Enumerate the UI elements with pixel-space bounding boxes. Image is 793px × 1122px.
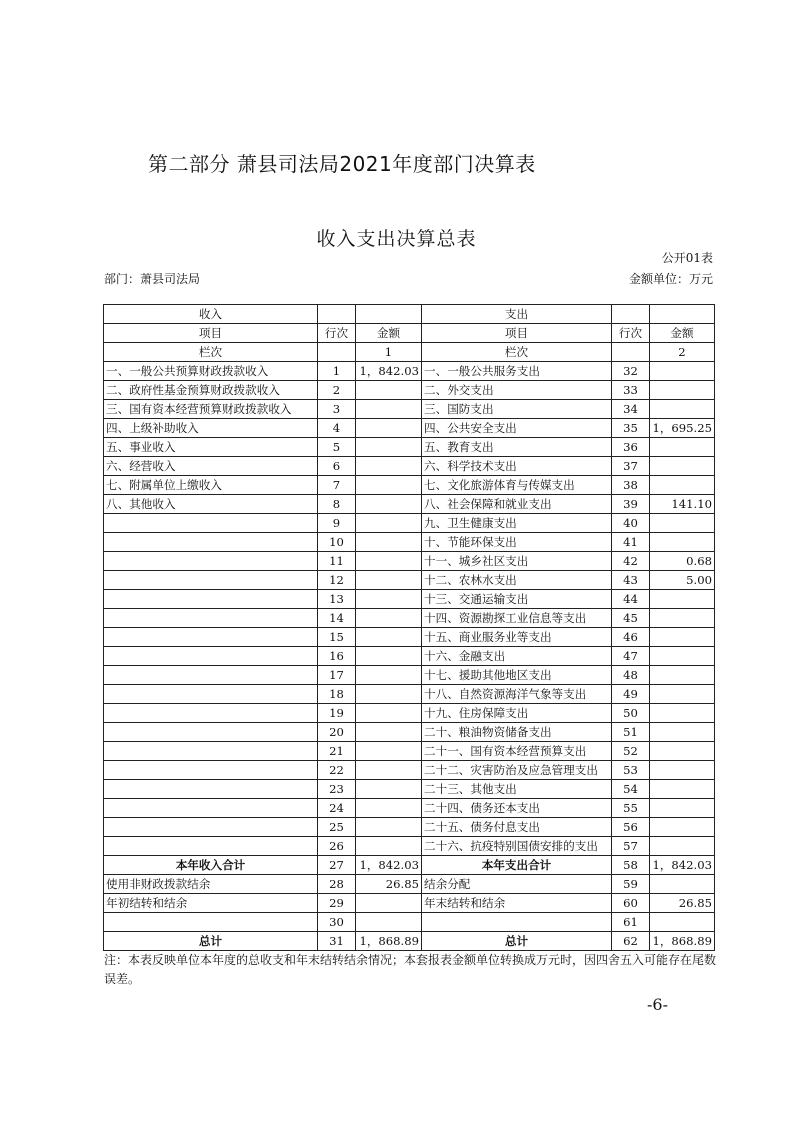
table-row: [104, 875, 715, 894]
expense-rowno-cell: 44: [612, 590, 650, 609]
income-rowno-cell: 6: [318, 457, 356, 476]
expense-item-cell: 十二、农林水支出: [422, 571, 612, 590]
expense-item-cell: 年末结转和结余: [422, 894, 612, 913]
expense-rowno-cell: 35: [612, 419, 650, 438]
expense-item-cell: 十三、交通运输支出: [422, 590, 612, 609]
income-amount-cell: 1，842.03: [356, 856, 422, 875]
income-amount-header: 金额: [356, 324, 422, 343]
income-column-label: 栏次: [104, 343, 318, 362]
income-item-header: 项目: [104, 324, 318, 343]
income-item-cell: [104, 590, 318, 609]
income-amount-cell: [356, 533, 422, 552]
income-column-index: 1: [356, 343, 422, 362]
income-amount-cell: [356, 476, 422, 495]
expense-amount-cell: 5.00: [650, 571, 715, 590]
income-item-cell: 本年收入合计: [104, 856, 318, 875]
expense-amount-cell: [650, 913, 715, 932]
table-row: [104, 799, 715, 818]
expense-amount-cell: [650, 514, 715, 533]
table-row: [104, 704, 715, 723]
expense-amount-cell: 26.85: [650, 894, 715, 913]
page-number: -6-: [647, 995, 668, 1014]
expense-item-cell: 九、卫生健康支出: [422, 514, 612, 533]
income-amount-cell: [356, 457, 422, 476]
income-item-cell: [104, 609, 318, 628]
income-rowno-cell: 8: [318, 495, 356, 514]
income-rowno-cell: 31: [318, 932, 356, 951]
income-rowno-cell: 7: [318, 476, 356, 495]
table-number: 公开01表: [661, 251, 713, 265]
expense-group-header: 支出: [422, 305, 612, 324]
income-rowno-cell: 3: [318, 400, 356, 419]
table-row: [104, 685, 715, 704]
income-item-cell: [104, 571, 318, 590]
table-row: [104, 381, 715, 400]
expense-amount-cell: [650, 761, 715, 780]
expense-column-index: 2: [650, 343, 715, 362]
expense-rowno-cell: 49: [612, 685, 650, 704]
expense-rowno-cell: 43: [612, 571, 650, 590]
expense-item-cell: 二十六、抗疫特别国债安排的支出: [422, 837, 612, 856]
expense-item-cell: 二十二、灾害防治及应急管理支出: [422, 761, 612, 780]
income-amount-cell: [356, 780, 422, 799]
income-amount-cell: [356, 419, 422, 438]
expense-item-cell: 十七、援助其他地区支出: [422, 666, 612, 685]
expense-rowno-cell: 50: [612, 704, 650, 723]
header-row-group: [104, 305, 715, 324]
income-rowno-cell: 5: [318, 438, 356, 457]
income-amount-cell: 1，868.89: [356, 932, 422, 951]
income-item-cell: [104, 533, 318, 552]
expense-item-cell: 十、节能环保支出: [422, 533, 612, 552]
income-amount-cell: [356, 742, 422, 761]
income-group-header: 收入: [104, 305, 318, 324]
income-amount-cell: 1，842.03: [356, 362, 422, 381]
income-amount-cell: [356, 495, 422, 514]
table-row: [104, 723, 715, 742]
income-rowno-cell: 9: [318, 514, 356, 533]
income-rowno-cell: 1: [318, 362, 356, 381]
table-row: [104, 780, 715, 799]
expense-item-header: 项目: [422, 324, 612, 343]
income-amount-cell: [356, 818, 422, 837]
table-row: [104, 666, 715, 685]
income-amount-cell: [356, 685, 422, 704]
table-row: [104, 590, 715, 609]
expense-item-cell: 二十一、国有资本经营预算支出: [422, 742, 612, 761]
expense-item-cell: 二十三、其他支出: [422, 780, 612, 799]
expense-rowno-cell: 57: [612, 837, 650, 856]
expense-amount-cell: 1，695.25: [650, 419, 715, 438]
table-row: [104, 742, 715, 761]
income-item-cell: 五、事业收入: [104, 438, 318, 457]
income-item-cell: [104, 723, 318, 742]
income-rowno-cell: 19: [318, 704, 356, 723]
income-item-cell: [104, 799, 318, 818]
expense-amount-cell: [650, 362, 715, 381]
expense-rowno-cell: 32: [612, 362, 650, 381]
income-item-cell: [104, 552, 318, 571]
income-amount-cell: [356, 590, 422, 609]
income-item-cell: [104, 780, 318, 799]
income-item-cell: [104, 742, 318, 761]
table-row: [104, 552, 715, 571]
income-rowno-cell: 4: [318, 419, 356, 438]
unit-label: 金额单位：万元: [628, 272, 713, 286]
income-item-cell: 二、政府性基金预算财政拨款收入: [104, 381, 318, 400]
table-row: [104, 761, 715, 780]
income-amount-cell: [356, 723, 422, 742]
expense-rowno-header: 行次: [612, 324, 650, 343]
table-row: [104, 495, 715, 514]
income-rowno-header: 行次: [318, 324, 356, 343]
table-row: [104, 628, 715, 647]
expense-item-cell: 本年支出合计: [422, 856, 612, 875]
expense-item-cell: 十五、商业服务业等支出: [422, 628, 612, 647]
department-label: 部门：萧县司法局: [104, 272, 201, 286]
table-row: [104, 913, 715, 932]
expense-item-cell: 三、国防支出: [422, 400, 612, 419]
expense-rowno-cell: 34: [612, 400, 650, 419]
expense-amount-cell: [650, 628, 715, 647]
income-rowno-cell: 2: [318, 381, 356, 400]
expense-rowno-cell: 37: [612, 457, 650, 476]
income-item-cell: [104, 685, 318, 704]
expense-amount-cell: 1，868.89: [650, 932, 715, 951]
income-rowno-cell: 18: [318, 685, 356, 704]
table-row: [104, 419, 715, 438]
expense-rowno-cell: 53: [612, 761, 650, 780]
expense-rowno-cell: 56: [612, 818, 650, 837]
expense-rowno-cell: 39: [612, 495, 650, 514]
income-item-cell: 三、国有资本经营预算财政拨款收入: [104, 400, 318, 419]
table-row: [104, 894, 715, 913]
income-item-cell: 一、一般公共预算财政拨款收入: [104, 362, 318, 381]
expense-amount-cell: [650, 647, 715, 666]
income-amount-cell: [356, 438, 422, 457]
expense-rowno-cell: 59: [612, 875, 650, 894]
expense-amount-cell: [650, 742, 715, 761]
expense-amount-cell: 0.68: [650, 552, 715, 571]
table-row: [104, 476, 715, 495]
income-item-cell: 使用非财政拨款结余: [104, 875, 318, 894]
table-row: [104, 818, 715, 837]
expense-item-cell: 结余分配: [422, 875, 612, 894]
income-expense-table: [103, 304, 715, 951]
expense-item-cell: 二十五、债务付息支出: [422, 818, 612, 837]
expense-rowno-cell: 45: [612, 609, 650, 628]
expense-item-cell: 二十四、债务还本支出: [422, 799, 612, 818]
expense-item-cell: 十一、城乡社区支出: [422, 552, 612, 571]
income-rowno-cell: 27: [318, 856, 356, 875]
page-title: 第二部分 萧县司法局2021年度部门决算表: [148, 152, 536, 176]
expense-item-cell: 十八、自然资源海洋气象等支出: [422, 685, 612, 704]
expense-item-cell: 六、科学技术支出: [422, 457, 612, 476]
expense-rowno-cell: 61: [612, 913, 650, 932]
expense-item-cell: 八、社会保障和就业支出: [422, 495, 612, 514]
expense-rowno-cell: 46: [612, 628, 650, 647]
expense-rowno-cell: 60: [612, 894, 650, 913]
income-rowno-cell: 29: [318, 894, 356, 913]
income-item-cell: 年初结转和结余: [104, 894, 318, 913]
income-rowno-cell: 21: [318, 742, 356, 761]
income-rowno-cell: 26: [318, 837, 356, 856]
expense-rowno-cell: 48: [612, 666, 650, 685]
expense-amount-cell: [650, 381, 715, 400]
expense-amount-cell: [650, 723, 715, 742]
income-rowno-cell: 25: [318, 818, 356, 837]
expense-rowno-cell: 62: [612, 932, 650, 951]
expense-item-cell: 五、教育支出: [422, 438, 612, 457]
expense-item-cell: 十四、资源勘探工业信息等支出: [422, 609, 612, 628]
income-rowno-cell: 14: [318, 609, 356, 628]
expense-rowno-cell: 54: [612, 780, 650, 799]
expense-amount-cell: [650, 875, 715, 894]
expense-item-cell: 四、公共安全支出: [422, 419, 612, 438]
income-item-cell: [104, 704, 318, 723]
expense-rowno-cell: 52: [612, 742, 650, 761]
income-rowno-cell: 10: [318, 533, 356, 552]
table-row: [104, 362, 715, 381]
table-row: [104, 837, 715, 856]
table-row: [104, 514, 715, 533]
expense-amount-cell: [650, 837, 715, 856]
income-amount-cell: [356, 666, 422, 685]
income-amount-cell: [356, 761, 422, 780]
expense-rowno-cell: 36: [612, 438, 650, 457]
income-rowno-cell: 13: [318, 590, 356, 609]
expense-column-label: 栏次: [422, 343, 612, 362]
income-rowno-cell: 22: [318, 761, 356, 780]
income-item-cell: 七、附属单位上缴收入: [104, 476, 318, 495]
income-item-cell: [104, 628, 318, 647]
expense-rowno-cell: 41: [612, 533, 650, 552]
income-item-cell: [104, 647, 318, 666]
expense-item-cell: [422, 913, 612, 932]
income-amount-cell: 26.85: [356, 875, 422, 894]
expense-amount-cell: [650, 457, 715, 476]
table-row: [104, 533, 715, 552]
table-row: [104, 438, 715, 457]
income-amount-cell: [356, 704, 422, 723]
income-item-cell: [104, 913, 318, 932]
expense-amount-header: 金额: [650, 324, 715, 343]
income-amount-cell: [356, 552, 422, 571]
income-amount-cell: [356, 628, 422, 647]
expense-item-cell: 七、文化旅游体育与传媒支出: [422, 476, 612, 495]
income-rowno-cell: 30: [318, 913, 356, 932]
income-item-cell: 八、其他收入: [104, 495, 318, 514]
expense-rowno-cell: 58: [612, 856, 650, 875]
income-rowno-cell: 11: [318, 552, 356, 571]
expense-amount-cell: [650, 799, 715, 818]
expense-amount-cell: [650, 685, 715, 704]
expense-rowno-cell: 55: [612, 799, 650, 818]
expense-item-cell: 十九、住房保障支出: [422, 704, 612, 723]
income-amount-cell: [356, 400, 422, 419]
income-item-cell: [104, 837, 318, 856]
expense-amount-cell: [650, 533, 715, 552]
income-item-cell: [104, 761, 318, 780]
expense-amount-cell: 141.10: [650, 495, 715, 514]
income-amount-cell: [356, 381, 422, 400]
expense-amount-cell: [650, 818, 715, 837]
table-row: [104, 609, 715, 628]
expense-item-cell: 一、一般公共服务支出: [422, 362, 612, 381]
income-amount-cell: [356, 837, 422, 856]
header-row-column-index: [104, 343, 715, 362]
income-rowno-cell: 15: [318, 628, 356, 647]
income-rowno-cell: 12: [318, 571, 356, 590]
expense-rowno-cell: 42: [612, 552, 650, 571]
table-row: [104, 457, 715, 476]
income-item-cell: 六、经营收入: [104, 457, 318, 476]
income-rowno-cell: 20: [318, 723, 356, 742]
expense-amount-cell: [650, 780, 715, 799]
expense-rowno-cell: 38: [612, 476, 650, 495]
table-row: [104, 400, 715, 419]
table-title: 收入支出决算总表: [316, 228, 477, 250]
income-item-cell: [104, 514, 318, 533]
income-rowno-cell: 28: [318, 875, 356, 894]
expense-amount-cell: [650, 590, 715, 609]
income-item-cell: 四、上级补助收入: [104, 419, 318, 438]
income-item-cell: 总计: [104, 932, 318, 951]
income-amount-cell: [356, 647, 422, 666]
income-rowno-cell: 24: [318, 799, 356, 818]
expense-amount-cell: [650, 438, 715, 457]
expense-item-cell: 十六、金融支出: [422, 647, 612, 666]
expense-amount-cell: [650, 400, 715, 419]
expense-item-cell: 总计: [422, 932, 612, 951]
income-rowno-cell: 16: [318, 647, 356, 666]
income-item-cell: [104, 818, 318, 837]
footnote: 注：本表反映单位本年度的总收支和年末结转结余情况；本套报表金额单位转换成万元时，因四舍五入可能存在尾数误差。: [104, 953, 717, 986]
income-amount-cell: [356, 913, 422, 932]
income-amount-cell: [356, 514, 422, 533]
expense-amount-cell: [650, 476, 715, 495]
expense-amount-cell: [650, 704, 715, 723]
expense-amount-cell: 1，842.03: [650, 856, 715, 875]
income-amount-cell: [356, 799, 422, 818]
income-rowno-cell: 23: [318, 780, 356, 799]
expense-rowno-cell: 51: [612, 723, 650, 742]
expense-rowno-cell: 40: [612, 514, 650, 533]
income-amount-cell: [356, 571, 422, 590]
expense-amount-cell: [650, 609, 715, 628]
income-amount-cell: [356, 609, 422, 628]
expense-rowno-cell: 47: [612, 647, 650, 666]
grand-total-row: [104, 932, 715, 951]
income-rowno-cell: 17: [318, 666, 356, 685]
expense-item-cell: 二十、粮油物资储备支出: [422, 723, 612, 742]
table-row: [104, 571, 715, 590]
table-row: [104, 647, 715, 666]
income-amount-cell: [356, 894, 422, 913]
header-row-columns: [104, 324, 715, 343]
expense-rowno-cell: 33: [612, 381, 650, 400]
total-row: [104, 856, 715, 875]
income-item-cell: [104, 666, 318, 685]
expense-item-cell: 二、外交支出: [422, 381, 612, 400]
expense-amount-cell: [650, 666, 715, 685]
